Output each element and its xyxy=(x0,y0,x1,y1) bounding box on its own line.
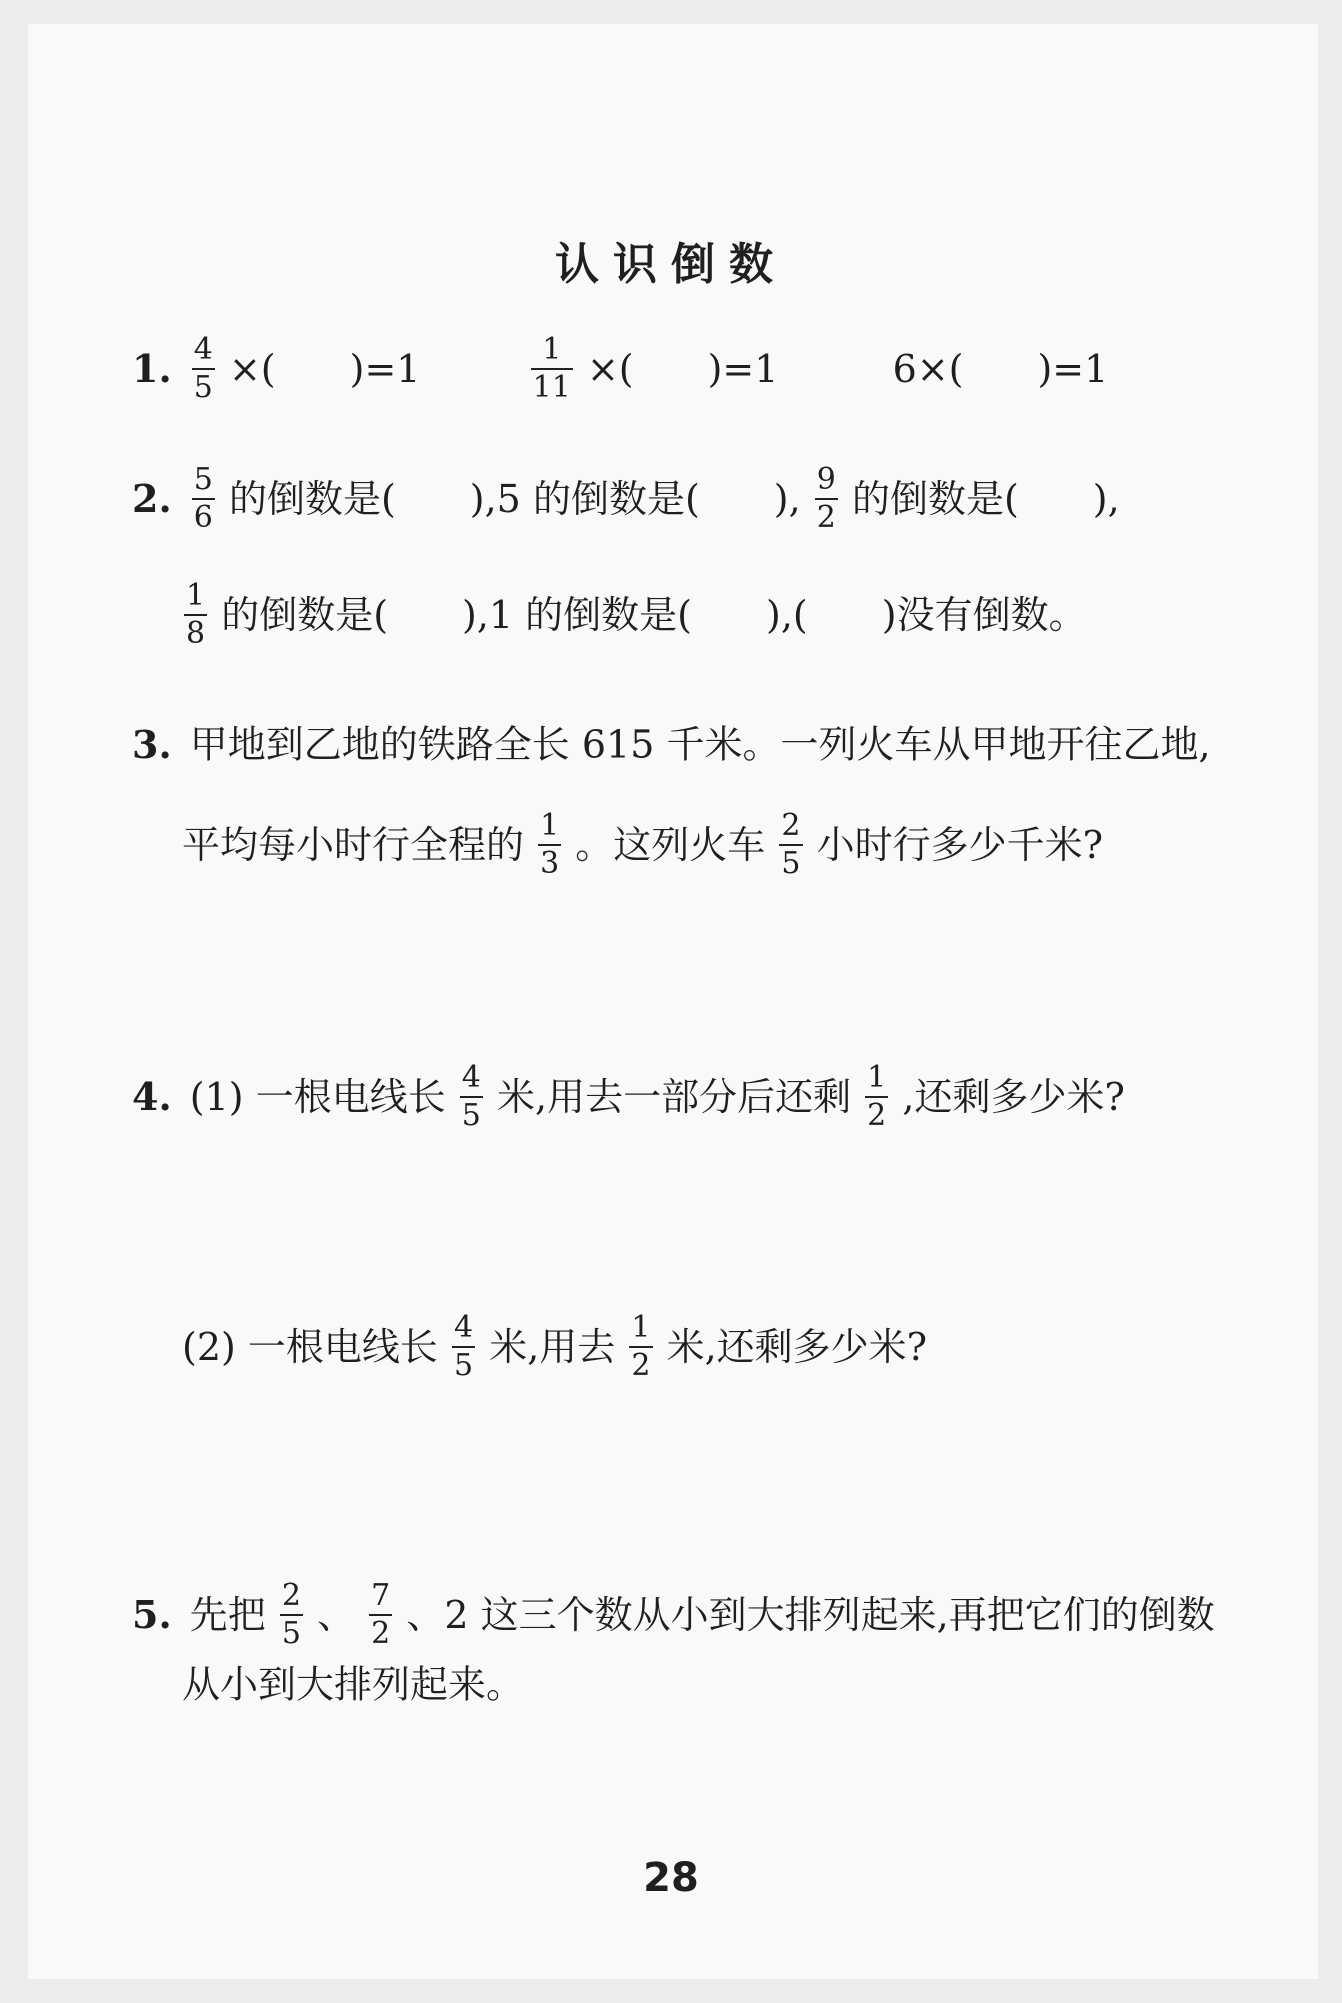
fraction: $\frac{5}{6}$ xyxy=(193,462,213,535)
fraction: $\frac{1}{3}$ xyxy=(540,808,560,881)
text: ),1 的倒数是( xyxy=(462,593,693,637)
question-2 xyxy=(132,462,1120,536)
text: )没有倒数。 xyxy=(881,593,1087,637)
text: ),( xyxy=(766,593,808,637)
text: ),5 的倒数是( xyxy=(469,477,700,521)
text: 米,还剩多少米? xyxy=(666,1325,928,1369)
text: 平均每小时行全程的 xyxy=(182,823,525,867)
question-number: 5. xyxy=(132,1592,172,1637)
text: ,还剩多少米? xyxy=(902,1075,1125,1119)
sub-label: (2) xyxy=(182,1325,236,1369)
text: 、 xyxy=(317,1593,356,1637)
text: 米,用去一部分后还剩 xyxy=(496,1075,852,1119)
text: 一根电线长 xyxy=(255,1075,446,1119)
text: 6×( xyxy=(892,347,964,391)
text: 小时行多少千米? xyxy=(816,823,1103,867)
text: ), xyxy=(1092,477,1120,521)
question-number: 2. xyxy=(132,476,172,521)
text: ×( xyxy=(228,347,276,391)
text: ×( xyxy=(586,347,634,391)
text: 的倒数是( xyxy=(221,593,389,637)
text: 的倒数是( xyxy=(228,477,396,521)
fraction: $\frac{9}{2}$ xyxy=(816,462,836,535)
question-number: 1. xyxy=(132,346,172,391)
fraction: $\frac{1}{2}$ xyxy=(631,1310,651,1383)
page-title: 认识倒数 xyxy=(555,239,787,290)
text: )=1 xyxy=(1037,347,1109,391)
fraction: $\frac{4}{5}$ xyxy=(193,332,213,405)
fraction: $\frac{7}{2}$ xyxy=(371,1578,391,1651)
question-number: 3. xyxy=(132,721,172,767)
question-2-line-2 xyxy=(182,578,1087,652)
text: )=1 xyxy=(707,347,779,391)
question-4-part-1 xyxy=(132,1060,1125,1134)
fraction: $\frac{2}{5}$ xyxy=(281,1578,301,1651)
fraction: $\frac{4}{5}$ xyxy=(454,1310,474,1383)
text: 甲地到乙地的铁路全长 615 千米。一列火车从甲地开往乙地, xyxy=(189,722,1211,767)
text: 从小到大排列起来。 xyxy=(182,1662,525,1707)
fraction: $\frac{1}{2}$ xyxy=(867,1060,887,1133)
fraction: $\frac{1}{11}$ xyxy=(532,332,571,405)
text: ), xyxy=(773,477,801,521)
text: 先把 xyxy=(189,1593,266,1637)
question-1 xyxy=(132,332,1108,406)
question-3 xyxy=(132,721,1211,767)
text: 。这列火车 xyxy=(575,823,766,867)
question-number: 4. xyxy=(132,1074,172,1119)
page-number: 28 xyxy=(643,1855,699,1901)
question-5 xyxy=(132,1578,1215,1652)
question-4-part-2 xyxy=(182,1310,927,1384)
text: )=1 xyxy=(349,347,421,391)
fraction: $\frac{1}{8}$ xyxy=(186,578,206,651)
sub-label: (1) xyxy=(189,1075,244,1119)
text: 米,用去 xyxy=(489,1325,616,1369)
question-3-line-2 xyxy=(182,808,1103,882)
fraction: $\frac{2}{5}$ xyxy=(781,808,801,881)
fraction: $\frac{4}{5}$ xyxy=(461,1060,481,1133)
text: 一根电线长 xyxy=(247,1325,438,1369)
text: 的倒数是( xyxy=(851,477,1019,521)
question-5-line-2 xyxy=(182,1662,525,1707)
text: 、2 这三个数从小到大排列起来,再把它们的倒数 xyxy=(406,1593,1215,1637)
